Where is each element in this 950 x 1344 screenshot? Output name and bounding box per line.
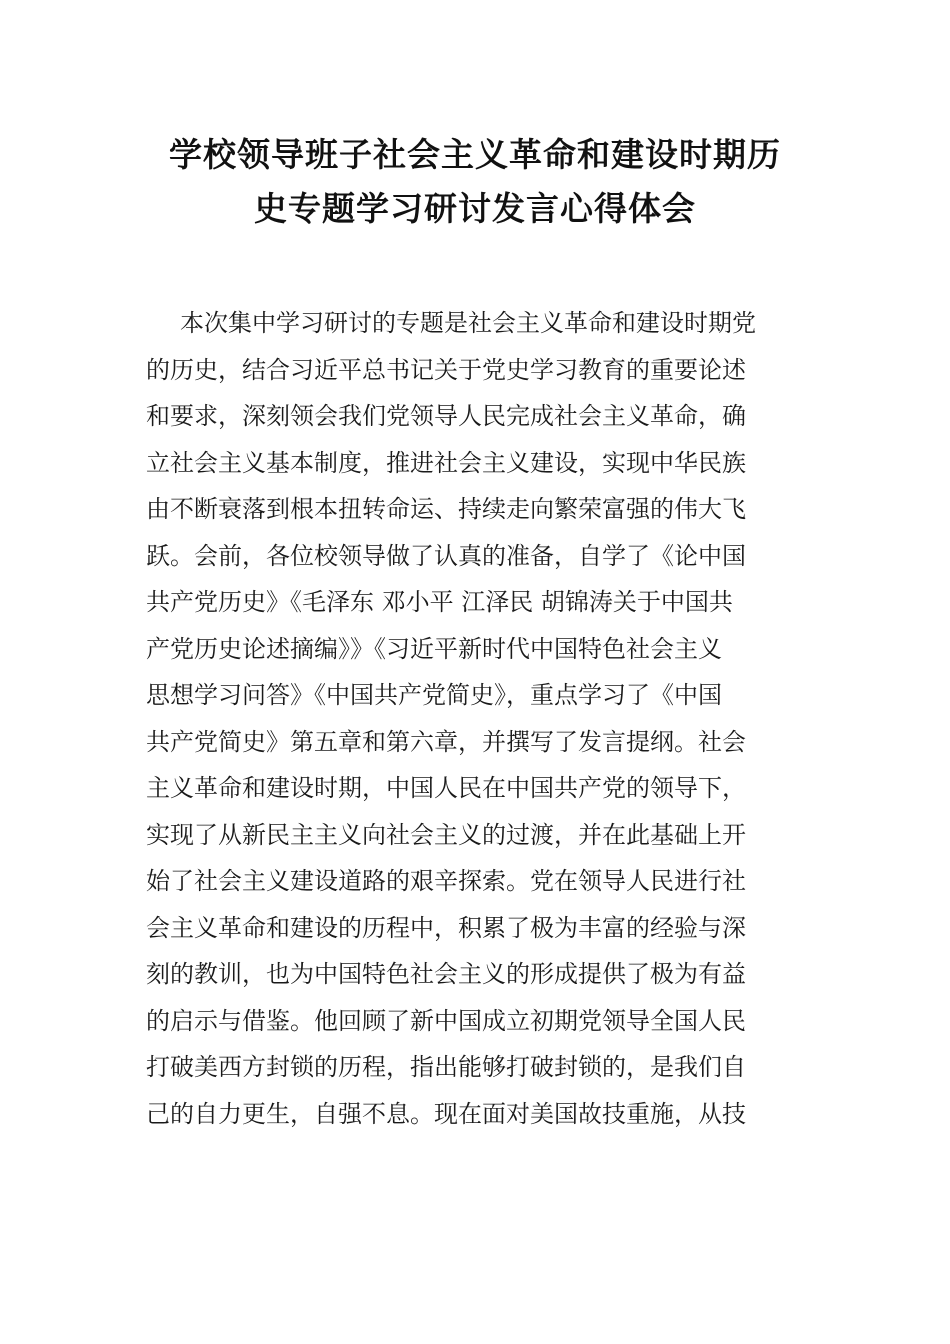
body-line: 的历史，结合习近平总书记关于党史学习教育的重要论述: [146, 355, 746, 384]
body-line: 己的自力更生，自强不息。现在面对美国故技重施，从技: [146, 1099, 746, 1128]
body-line: 会主义革命和建设的历程中，积累了极为丰富的经验与深: [146, 913, 746, 942]
body-line: 立社会主义基本制度，推进社会主义建设，实现中华民族: [146, 448, 746, 477]
body-line: 的启示与借鉴。他回顾了新中国成立初期党领导全国人民: [146, 1006, 746, 1035]
body-line: 始了社会主义建设道路的艰辛探索。党在领导人民进行社: [146, 867, 746, 895]
body-line: 打破美西方封锁的历程，指出能够打破封锁的，是我们自: [146, 1053, 746, 1081]
body-paragraph: [146, 300, 806, 1137]
document-title: [140, 128, 810, 236]
body-line: 共产党简史》第五章和第六章，并撰写了发言提纲。社会: [146, 727, 746, 756]
body-line: 跃。会前，各位校领导做了认真的准备，自学了《论中国: [146, 541, 746, 570]
title-line-2: 史专题学习研讨发言心得体会: [254, 189, 696, 228]
body-line: 由不断衰落到根本扭转命运、持续走向繁荣富强的伟大飞: [146, 495, 746, 523]
body-line: 共产党历史》《毛泽东 邓小平 江泽民 胡锦涛关于中国共: [146, 588, 733, 616]
title-line-1: 学校领导班子社会主义革命和建设时期历: [169, 135, 781, 174]
body-line: 产党历史论述摘编》》《习近平新时代中国特色社会主义: [146, 634, 722, 663]
body-line: 主义革命和建设时期，中国人民在中国共产党的领导下，: [146, 774, 746, 802]
body-line: 刻的教训，也为中国特色社会主义的形成提供了极为有益: [146, 960, 746, 988]
body-line: 思想学习问答》《中国共产党简史》，重点学习了《中国: [146, 681, 722, 709]
body-line: 和要求，深刻领会我们党领导人民完成社会主义革命，确: [146, 402, 746, 430]
body-line: 本次集中学习研讨的专题是社会主义革命和建设时期党: [180, 309, 756, 337]
body-line: 实现了从新民主主义向社会主义的过渡，并在此基础上开: [146, 820, 746, 849]
